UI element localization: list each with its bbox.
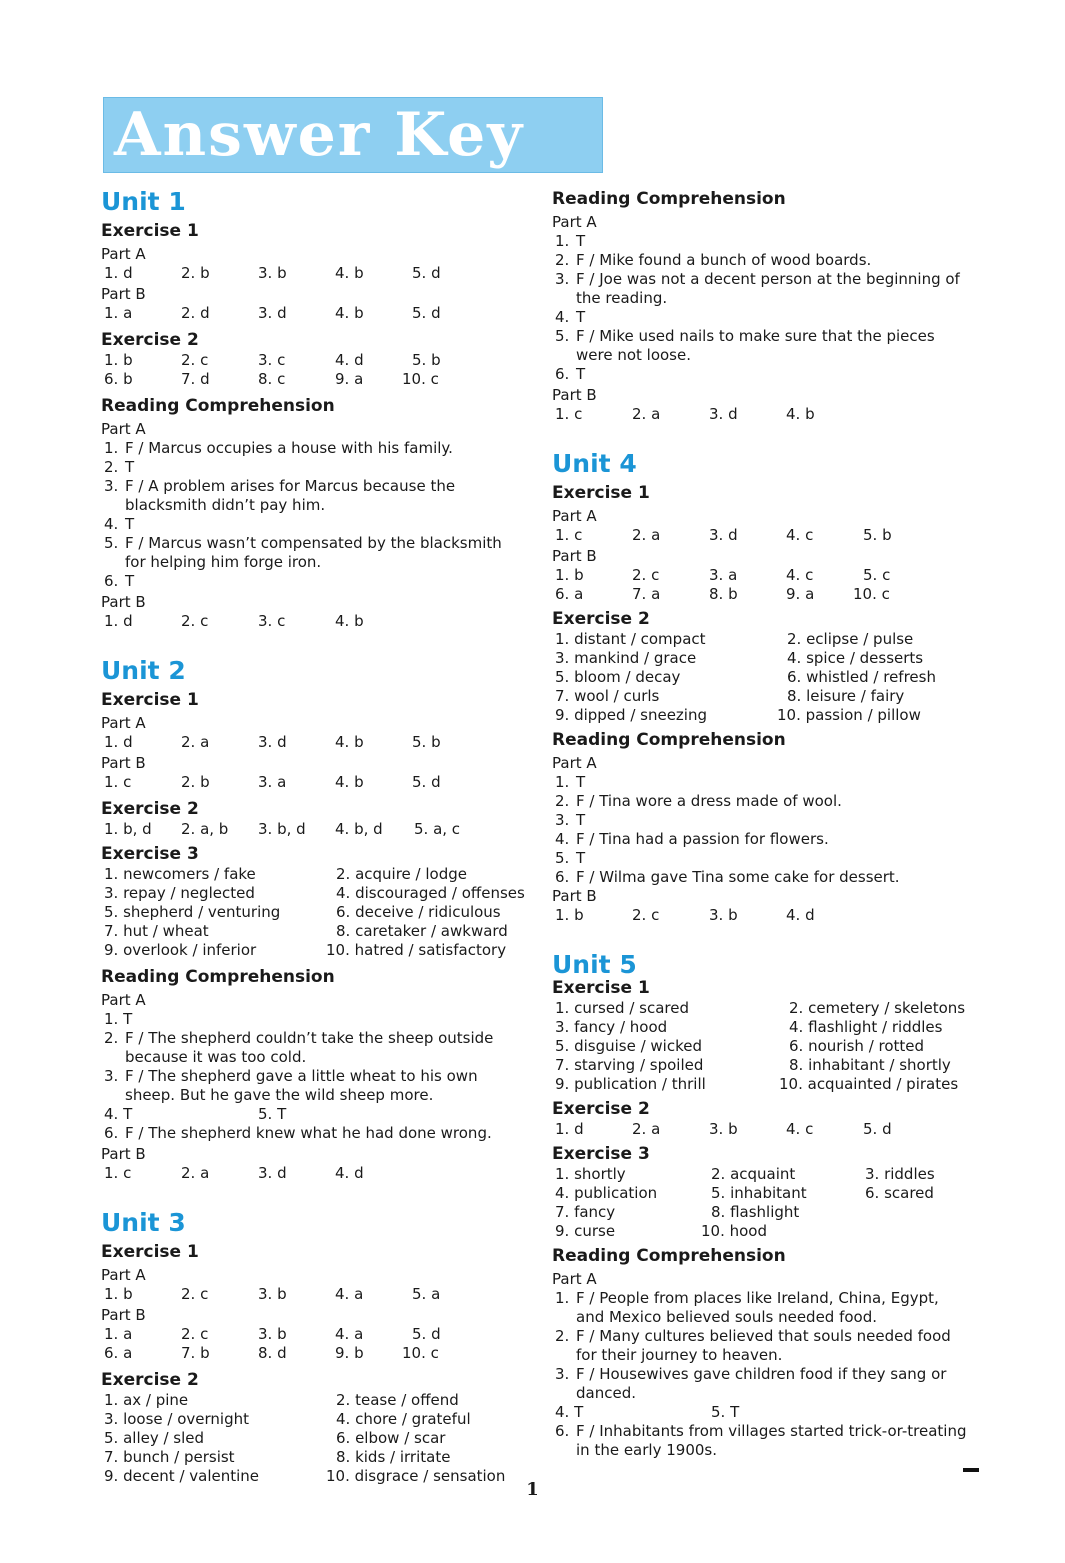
answer: 3. d — [258, 304, 287, 322]
answer: 2. c — [181, 612, 209, 630]
answer: 5. d — [863, 1120, 892, 1138]
rc-item: 2. F / Mike found a bunch of wood boards. — [555, 251, 872, 269]
exercise-title: Exercise 1 — [101, 1242, 199, 1262]
exercise-title: Exercise 2 — [101, 1370, 199, 1390]
pair-row: 9. overlook / inferior 10. hatred / satisfactory — [104, 941, 507, 959]
unit-title: Unit 2 — [101, 656, 186, 685]
right-column — [552, 186, 972, 1484]
answer: 2. a — [181, 733, 210, 751]
reading-comprehension-title: Reading Comprehension — [552, 730, 786, 750]
unit-1-section — [101, 186, 521, 631]
rc-item: 3. T — [555, 811, 586, 829]
pair-list — [101, 865, 525, 960]
part-label: Part B — [552, 887, 597, 905]
answer: 2. c — [181, 351, 209, 369]
answer-row — [552, 1120, 972, 1139]
answer-row — [101, 264, 521, 283]
exercise-title: Exercise 2 — [552, 609, 650, 629]
unit-2-section — [101, 655, 525, 1183]
exercise-title: Exercise 3 — [552, 1144, 650, 1164]
answer: 5. a, c — [414, 820, 461, 838]
unit-3-reading-comprehension — [552, 188, 972, 424]
part-label: Part B — [101, 593, 146, 611]
answer-row — [552, 585, 972, 604]
answer: 3. c — [258, 612, 286, 630]
answer: 4. b — [335, 264, 364, 282]
part-label: Part A — [552, 1270, 597, 1288]
unit-5-section — [552, 949, 972, 1460]
answer: 3. b — [709, 906, 738, 924]
answer: 3. d — [258, 733, 287, 751]
part-label: Part A — [552, 754, 597, 772]
rc-item: 6. T — [555, 365, 586, 383]
answer: 6. b — [104, 370, 133, 388]
answer-row — [552, 906, 972, 925]
rc-item: 1. F / Marcus occupies a house with his family. — [104, 439, 453, 457]
part-label: Part B — [101, 754, 146, 772]
answer: 5. d — [412, 304, 441, 322]
part-label: Part A — [101, 245, 146, 263]
reading-comprehension-title: Reading Comprehension — [552, 189, 786, 209]
exercise-title: Exercise 2 — [101, 799, 199, 819]
unit-title: Unit 3 — [101, 1208, 186, 1237]
answer-row — [101, 820, 521, 839]
exercise-title: Exercise 1 — [552, 483, 650, 503]
corner-mark — [963, 1468, 979, 1472]
answer-row — [101, 1164, 521, 1183]
answer: 3. d — [709, 526, 738, 544]
answer: 4. b, d — [335, 820, 383, 838]
answer: 5. b — [412, 351, 441, 369]
pair-row: 7. bunch / persist 8. kids / irritate — [104, 1448, 451, 1466]
answer: 6. a — [555, 585, 584, 603]
rc-item: 2. T — [104, 458, 135, 476]
rc-item: 2. F / Tina wore a dress made of wool. — [555, 792, 842, 810]
answer: 5. b — [863, 526, 892, 544]
part-label: Part B — [552, 386, 597, 404]
rc-item: 6. F / Inhabitants from villages started trick-or-treating in the early 1900s. — [555, 1422, 967, 1459]
answer: 2. d — [181, 304, 210, 322]
rc-item: 5. F / Mike used nails to make sure that the pieces were not loose. — [555, 327, 935, 364]
answer: 6. a — [104, 1344, 133, 1362]
triple-list — [552, 1165, 972, 1241]
pair-row: 3. mankind / grace 4. spice / desserts — [555, 649, 924, 667]
answer: 1. d — [104, 612, 133, 630]
rc-item: 2. F / Many cultures believed that souls needed food for their journey to heaven. — [555, 1327, 951, 1364]
answer: 3. d — [709, 405, 738, 423]
pair-row: 1. cursed / scared 2. cemetery / skeletons — [555, 999, 966, 1017]
pair-row: 7. starving / spoiled 8. inhabitant / shortly — [555, 1056, 951, 1074]
answer: 4. b — [786, 405, 815, 423]
answer: 1. a — [104, 1325, 133, 1343]
pair-row: 9. decent / valentine 10. disgrace / sensation — [104, 1467, 506, 1485]
answer: 1. a — [104, 304, 133, 322]
answer: 5. d — [412, 264, 441, 282]
answer: 7. d — [181, 370, 210, 388]
answer: 7. b — [181, 1344, 210, 1362]
pair-list — [552, 999, 972, 1094]
exercise-title: Exercise 1 — [101, 221, 199, 241]
answer: 5. a — [412, 1285, 441, 1303]
answer: 3. b — [258, 1325, 287, 1343]
answer-row — [101, 773, 521, 792]
triple-row: 1. shortly 2. acquaint 3. riddles — [555, 1165, 935, 1183]
answer: 3. b — [709, 1120, 738, 1138]
answer: 10. c — [853, 585, 890, 603]
rc-item: 6. F / Wilma gave Tina some cake for dessert. — [555, 868, 900, 886]
pair-row: 5. shepherd / venturing 6. deceive / ridiculous — [104, 903, 501, 921]
answer: 5. b — [412, 733, 441, 751]
triple-row: 7. fancy 8. flashlight — [555, 1203, 800, 1221]
part-label: Part A — [552, 507, 597, 525]
pair-list — [101, 1391, 521, 1486]
answer: 1. c — [555, 526, 583, 544]
answer: 2. a, b — [181, 820, 229, 838]
answer: 1. b — [555, 566, 584, 584]
answer: 7. a — [632, 585, 661, 603]
answer-row — [101, 733, 521, 752]
answer: 3. c — [258, 351, 286, 369]
answer: 2. c — [632, 906, 660, 924]
rc-item-pair: 4. T 5. T — [104, 1105, 287, 1123]
unit-4-section — [552, 448, 972, 925]
rc-item: 1. T — [555, 232, 586, 250]
answer: 1. c — [104, 1164, 132, 1182]
answer: 2. c — [181, 1325, 209, 1343]
rc-item: 3. F / The shepherd gave a little wheat to his own sheep. But he gave the wild sheep more. — [104, 1067, 478, 1104]
rc-list — [101, 439, 521, 591]
rc-item: 5. T — [555, 849, 586, 867]
reading-comprehension-title: Reading Comprehension — [101, 396, 335, 416]
answer: 3. a — [709, 566, 738, 584]
answer-row — [552, 526, 972, 545]
answer: 3. a — [258, 773, 287, 791]
answer: 3. b — [258, 1285, 287, 1303]
exercise-title: Exercise 2 — [101, 330, 199, 350]
answer: 10. c — [402, 1344, 439, 1362]
answer: 8. b — [709, 585, 738, 603]
answer-row — [552, 566, 972, 585]
answer: 2. a — [181, 1164, 210, 1182]
answer: 1. b — [104, 1285, 133, 1303]
answer: 4. d — [335, 1164, 364, 1182]
rc-item: 5. F / Marcus wasn’t compensated by the blacksmith for helping him forge iron. — [104, 534, 502, 571]
answer: 4. c — [786, 526, 814, 544]
answer: 4. b — [335, 773, 364, 791]
pair-row: 1. newcomers / fake 2. acquire / lodge — [104, 865, 467, 883]
answer-row — [101, 1285, 521, 1304]
part-label: Part A — [101, 420, 146, 438]
answer: 3. b, d — [258, 820, 306, 838]
answer-row — [101, 612, 521, 631]
answer: 2. c — [181, 1285, 209, 1303]
answer-row — [552, 405, 972, 424]
rc-item: 1. T — [104, 1010, 133, 1028]
answer-key-banner — [103, 97, 603, 173]
rc-item: 6. F / The shepherd knew what he had done wrong. — [104, 1124, 492, 1142]
pair-row: 3. loose / overnight 4. chore / grateful — [104, 1410, 471, 1428]
left-column — [101, 186, 525, 1510]
exercise-title: Exercise 2 — [552, 1099, 650, 1119]
answer: 4. b — [335, 612, 364, 630]
answer: 4. b — [335, 733, 364, 751]
answer: 2. b — [181, 773, 210, 791]
rc-item: 3. F / Joe was not a decent person at the beginning of the reading. — [555, 270, 960, 307]
exercise-title: Exercise 1 — [101, 690, 199, 710]
rc-item: 4. T — [104, 515, 135, 533]
answer: 9. b — [335, 1344, 364, 1362]
answer-row — [101, 351, 521, 370]
answer: 4. a — [335, 1285, 364, 1303]
answer: 4. c — [786, 1120, 814, 1138]
answer: 5. c — [863, 566, 891, 584]
answer: 1. c — [555, 405, 583, 423]
answer-row — [101, 304, 521, 323]
answer: 9. a — [786, 585, 815, 603]
pair-row: 9. dipped / sneezing 10. passion / pillow — [555, 706, 921, 724]
answer: 4. d — [335, 351, 364, 369]
answer: 8. c — [258, 370, 286, 388]
triple-row: 4. publication 5. inhabitant 6. scared — [555, 1184, 934, 1202]
part-label: Part B — [101, 1145, 146, 1163]
triple-row: 9. curse 10. hood — [555, 1222, 768, 1240]
answer: 2. a — [632, 526, 661, 544]
answer: 5. d — [412, 773, 441, 791]
answer: 1. b, d — [104, 820, 152, 838]
answer: 1. b — [104, 351, 133, 369]
answer: 1. b — [555, 906, 584, 924]
rc-item: 4. T — [555, 308, 586, 326]
answer: 2. a — [632, 1120, 661, 1138]
answer: 4. b — [335, 304, 364, 322]
answer-row — [101, 1325, 521, 1344]
rc-item: 1. F / People from places like Ireland, China, Egypt, and Mexico believed souls needed food. — [555, 1289, 939, 1326]
exercise-title: Exercise 1 — [552, 978, 650, 998]
answer: 8. d — [258, 1344, 287, 1362]
answer: 10. c — [402, 370, 439, 388]
answer: 3. b — [258, 264, 287, 282]
pair-row: 1. distant / compact 2. eclipse / pulse — [555, 630, 914, 648]
answer: 1. d — [104, 264, 133, 282]
rc-item: 4. F / Tina had a passion for flowers. — [555, 830, 829, 848]
pair-row: 5. disguise / wicked 6. nourish / rotted — [555, 1037, 925, 1055]
pair-row: 3. fancy / hood 4. flashlight / riddles — [555, 1018, 943, 1036]
answer: 2. c — [632, 566, 660, 584]
answer: 9. a — [335, 370, 364, 388]
part-label: Part B — [552, 547, 597, 565]
unit-title: Unit 1 — [101, 187, 186, 216]
answer-row — [101, 1344, 521, 1363]
part-label: Part A — [101, 1266, 146, 1284]
answer: 1. d — [104, 733, 133, 751]
rc-item: 6. T — [104, 572, 135, 590]
part-label: Part A — [552, 213, 597, 231]
answer: 4. c — [786, 566, 814, 584]
pair-row: 9. publication / thrill 10. acquainted / pirates — [555, 1075, 959, 1093]
page-title: Answer Key — [114, 100, 525, 170]
unit-title: Unit 4 — [552, 449, 637, 478]
page-number: 1 — [526, 1479, 539, 1500]
reading-comprehension-title: Reading Comprehension — [101, 967, 335, 987]
answer: 4. a — [335, 1325, 364, 1343]
answer: 1. d — [555, 1120, 584, 1138]
answer-row — [101, 370, 521, 389]
part-label: Part A — [101, 714, 146, 732]
answer: 5. d — [412, 1325, 441, 1343]
pair-row: 5. alley / sled 6. elbow / scar — [104, 1429, 446, 1447]
part-label: Part B — [101, 285, 146, 303]
unit-title: Unit 5 — [552, 950, 637, 979]
answer: 1. c — [104, 773, 132, 791]
reading-comprehension-title: Reading Comprehension — [552, 1246, 786, 1266]
pair-row: 7. hut / wheat 8. caretaker / awkward — [104, 922, 508, 940]
pair-list — [552, 630, 972, 725]
answer: 2. b — [181, 264, 210, 282]
answer: 2. a — [632, 405, 661, 423]
unit-3-section — [101, 1207, 521, 1486]
part-label: Part A — [101, 991, 146, 1009]
exercise-title: Exercise 3 — [101, 844, 199, 864]
pair-row: 1. ax / pine 2. tease / offend — [104, 1391, 459, 1409]
answer: 4. d — [786, 906, 815, 924]
part-label: Part B — [101, 1306, 146, 1324]
rc-item: 2. F / The shepherd couldn’t take the sheep outside because it was too cold. — [104, 1029, 494, 1066]
pair-row: 5. bloom / decay 6. whistled / refresh — [555, 668, 936, 686]
rc-item: 1. T — [555, 773, 586, 791]
rc-item: 3. F / A problem arises for Marcus because the blacksmith didn’t pay him. — [104, 477, 456, 514]
pair-row: 3. repay / neglected 4. discouraged / offenses — [104, 884, 525, 902]
rc-item-pair: 4. T 5. T — [555, 1403, 740, 1421]
pair-row: 7. wool / curls 8. leisure / fairy — [555, 687, 905, 705]
rc-item: 3. F / Housewives gave children food if they sang or danced. — [555, 1365, 947, 1402]
answer: 3. d — [258, 1164, 287, 1182]
